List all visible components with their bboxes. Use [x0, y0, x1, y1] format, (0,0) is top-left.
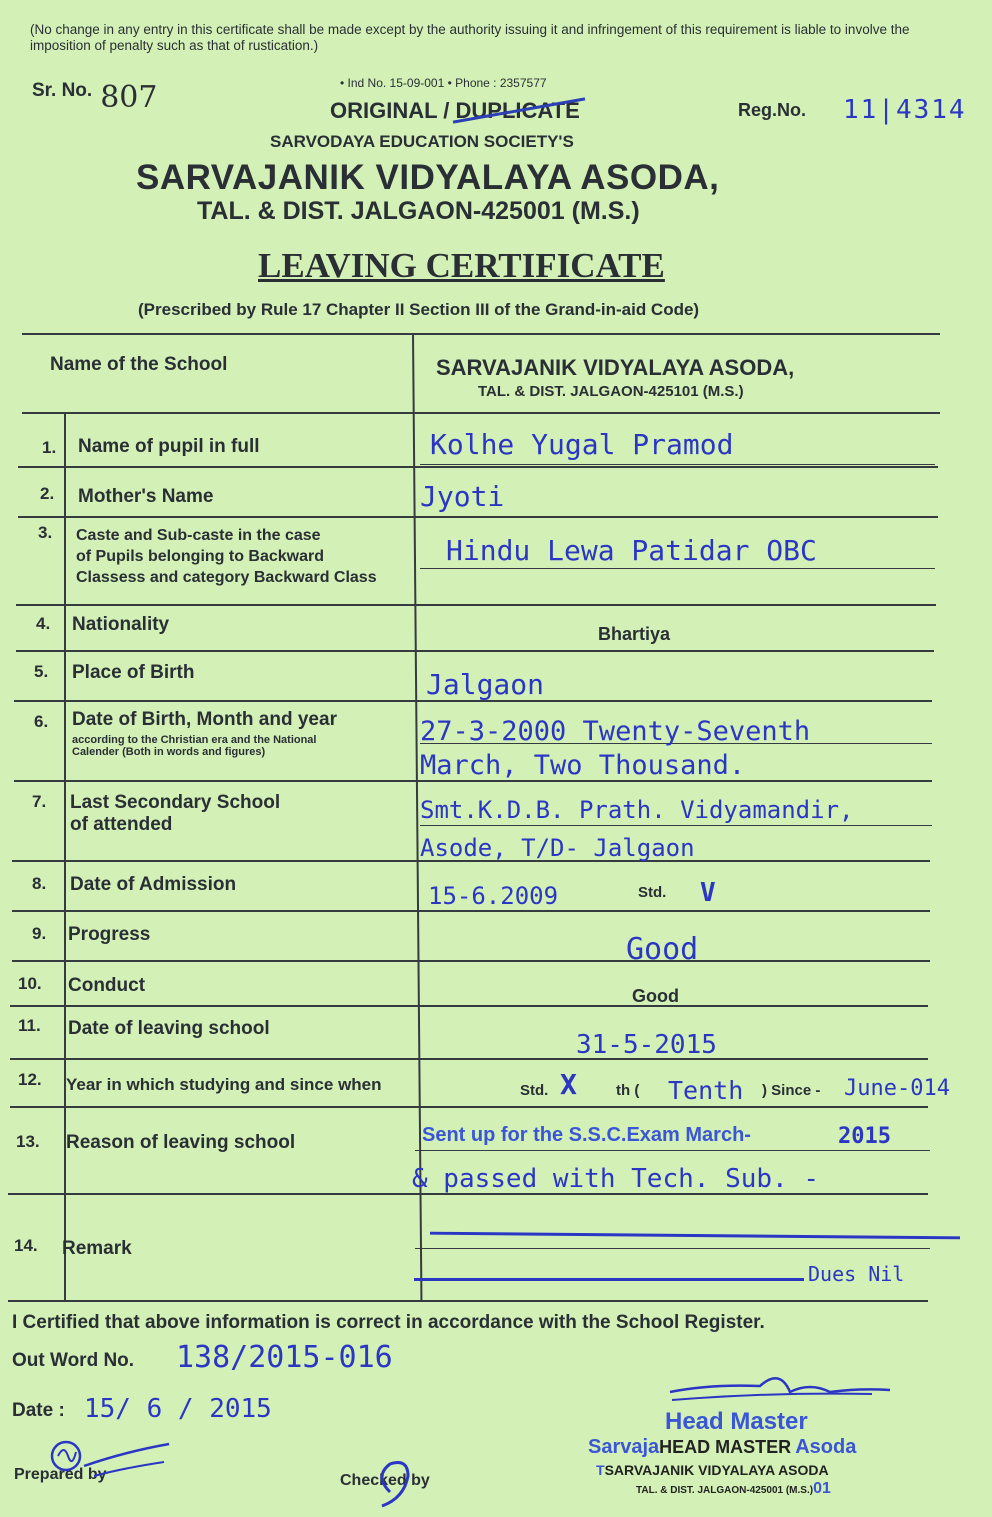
reason-value-line2: & passed with Tech. Sub. -	[412, 1164, 819, 1194]
row-number: 14.	[14, 1236, 38, 1255]
school-address: TAL. & DIST. JALGAON-425001 (M.S.)	[197, 197, 640, 225]
certified-statement: I Certified that above information is correct in accordance with the School Register.	[12, 1312, 765, 1333]
original-label: ORIGINAL /	[330, 98, 450, 123]
dob-value-line2: March, Two Thousand.	[420, 750, 746, 781]
row-number: 1.	[42, 438, 57, 457]
number-column-border	[64, 412, 66, 1300]
nationality-value: Bhartiya	[598, 624, 671, 644]
stamp-line2-mid: HEAD MASTER	[659, 1437, 792, 1457]
last-school-label-line: Last Secondary School	[70, 792, 281, 813]
row-number: 12.	[18, 1070, 42, 1089]
row-label-last-school	[70, 792, 280, 836]
row-number: 9.	[32, 924, 47, 943]
row-label-admission: Date of Admission	[70, 874, 237, 895]
date-label: Date :	[12, 1400, 65, 1421]
row-divider	[16, 604, 936, 606]
admission-std-label: Std.	[638, 884, 667, 901]
reg-value: 11|4314	[843, 95, 967, 125]
stamp-head-master: Head Master	[665, 1408, 808, 1435]
certificate-title: LEAVING CERTIFICATE	[258, 246, 665, 285]
dob-value-line1: 27-3-2000 Twenty-Seventh	[420, 716, 811, 747]
serial-label: Sr. No.	[32, 80, 93, 101]
duplicate-label: DUPLICATE	[455, 98, 580, 123]
row-number: 3.	[38, 523, 53, 542]
dob-sublabel	[72, 734, 316, 758]
stamp-line3-text: SARVAJANIK VIDYALAYA ASODA	[604, 1462, 829, 1478]
caste-value: Hindu Lewa Patidar OBC	[446, 534, 817, 567]
head-master-signature	[660, 1370, 900, 1410]
mother-name-value: Jyoti	[420, 480, 505, 513]
society-name: SARVODAYA EDUCATION SOCIETY'S	[270, 132, 574, 151]
pupil-name-value: Kolhe Yugal Pramod	[430, 428, 734, 461]
notice-text: (No change in any entry in this certificate shall be made except by the authority issuing it and infringement of this requirement is liable to involve the imposition of penalty such as that of rustication.)	[30, 22, 910, 53]
row-label-caste	[76, 525, 377, 588]
row-number: 13.	[16, 1132, 40, 1151]
row-number: 8.	[32, 874, 47, 893]
row-number: 4.	[36, 614, 51, 633]
row-number: 10.	[18, 974, 42, 993]
row-divider	[18, 516, 938, 518]
progress-value: Good	[626, 932, 699, 967]
row-number: 6.	[34, 712, 49, 731]
row-label-reason: Reason of leaving school	[66, 1132, 296, 1153]
leaving-date-value: 31-5-2015	[576, 1030, 717, 1060]
row-label-place-of-birth: Place of Birth	[72, 662, 195, 683]
school-address-value: TAL. & DIST. JALGAON-425101 (M.S.)	[478, 383, 744, 400]
admission-std-value: V	[700, 878, 716, 908]
outword-value: 138/2015-016	[176, 1340, 393, 1375]
caste-label-line: Caste and Sub-caste in the case	[76, 527, 321, 544]
stamp-line3	[596, 1462, 829, 1478]
school-name-label: Name of the School	[50, 354, 228, 375]
row-label-dob: Date of Birth, Month and year	[72, 709, 337, 730]
prescribed-note: (Prescribed by Rule 17 Chapter II Section III of the Grand-in-aid Code)	[138, 300, 700, 319]
row-number: 2.	[40, 484, 55, 503]
reg-label: Reg.No.	[738, 100, 807, 120]
checked-by-signature	[360, 1452, 420, 1512]
value-underline	[415, 1150, 930, 1151]
outword-label: Out Word No.	[12, 1350, 135, 1371]
studying-th-label: th (	[616, 1082, 640, 1099]
row-label-nationality: Nationality	[72, 614, 170, 635]
row-label-progress: Progress	[68, 924, 151, 945]
caste-label-line: of Pupils belonging to Backward	[76, 548, 325, 565]
row-number: 5.	[34, 662, 49, 681]
value-underline	[420, 568, 935, 569]
row-number: 7.	[32, 792, 47, 811]
row-label-studying-since: Year in which studying and since when	[66, 1075, 382, 1094]
stamp-line2-right: Asoda	[795, 1436, 857, 1458]
last-school-label-line: of attended	[70, 814, 173, 835]
place-of-birth-value: Jalgaon	[426, 668, 545, 701]
row-label-leaving-date: Date of leaving school	[68, 1018, 270, 1039]
studying-since-label: ) Since -	[762, 1082, 821, 1099]
stamp-line4-text: TAL. & DIST. JALGAON-425001 (M.S.)	[636, 1485, 814, 1496]
row-label-conduct: Conduct	[68, 975, 146, 996]
table-top-border	[22, 333, 940, 335]
row-number: 11.	[18, 1016, 41, 1035]
reason-value-line1: Sent up for the S.S.C.Exam March-	[422, 1124, 751, 1146]
dob-sublabel-line: according to the Christian era and the National	[72, 734, 317, 746]
studying-th-value: Tenth	[668, 1076, 744, 1105]
school-name-value: SARVAJANIK VIDYALAYA ASODA,	[436, 355, 795, 380]
row-divider	[10, 1005, 928, 1007]
row-divider	[12, 960, 930, 962]
row-divider	[12, 910, 930, 912]
caste-label-line: Classess and category Backward Class	[76, 569, 377, 586]
row-divider	[10, 1058, 928, 1060]
value-underline	[420, 825, 932, 826]
checked-by-label: Checked by	[340, 1472, 430, 1489]
value-underline	[420, 464, 935, 465]
studying-since-value: June-014	[844, 1076, 950, 1101]
prepared-by-signature	[44, 1426, 174, 1496]
stamp-line4-suffix: 01	[813, 1480, 831, 1497]
serial-number	[32, 80, 158, 115]
row-label-pupil-name: Name of pupil in full	[78, 436, 260, 457]
remark-strike-line	[430, 1232, 960, 1240]
row-divider	[10, 1106, 928, 1108]
date-value: 15/ 6 / 2015	[84, 1394, 272, 1424]
row-divider	[22, 412, 940, 414]
stamp-line4	[636, 1480, 831, 1498]
stamp-line2-left: Sarvaja	[588, 1436, 660, 1458]
value-underline	[415, 1248, 930, 1249]
ind-phone: • Ind No. 15-09-001 • Phone : 2357577	[340, 76, 547, 90]
admission-value: 15-6.2009	[428, 882, 559, 910]
stamp-school-line	[588, 1436, 856, 1459]
remark-strike-line	[414, 1278, 804, 1281]
last-school-value-line1: Smt.K.D.B. Prath. Vidyamandir,	[420, 796, 854, 824]
prepared-by-label: Prepared by	[14, 1466, 107, 1483]
row-divider	[18, 466, 938, 468]
conduct-value: Good	[632, 986, 679, 1006]
row-label-mother-name: Mother's Name	[78, 486, 214, 507]
reason-value-year: 2015	[838, 1124, 891, 1149]
table-bottom-border	[8, 1300, 928, 1302]
dob-sublabel-line: Calender (Both in words and figures)	[72, 746, 266, 758]
last-school-value-line2: Asode, T/D- Jalgaon	[420, 834, 695, 862]
row-label-remark: Remark	[62, 1238, 132, 1259]
serial-value: 807	[100, 80, 158, 115]
remark-value: Dues Nil	[808, 1262, 905, 1286]
stamp-line3-prefix: T	[596, 1462, 605, 1478]
studying-std-value: X	[560, 1068, 577, 1101]
school-title: SARVAJANIK VIDYALAYA ASODA,	[136, 158, 720, 197]
row-divider	[16, 650, 934, 652]
original-duplicate	[330, 98, 580, 124]
studying-std-label: Std.	[520, 1082, 549, 1099]
